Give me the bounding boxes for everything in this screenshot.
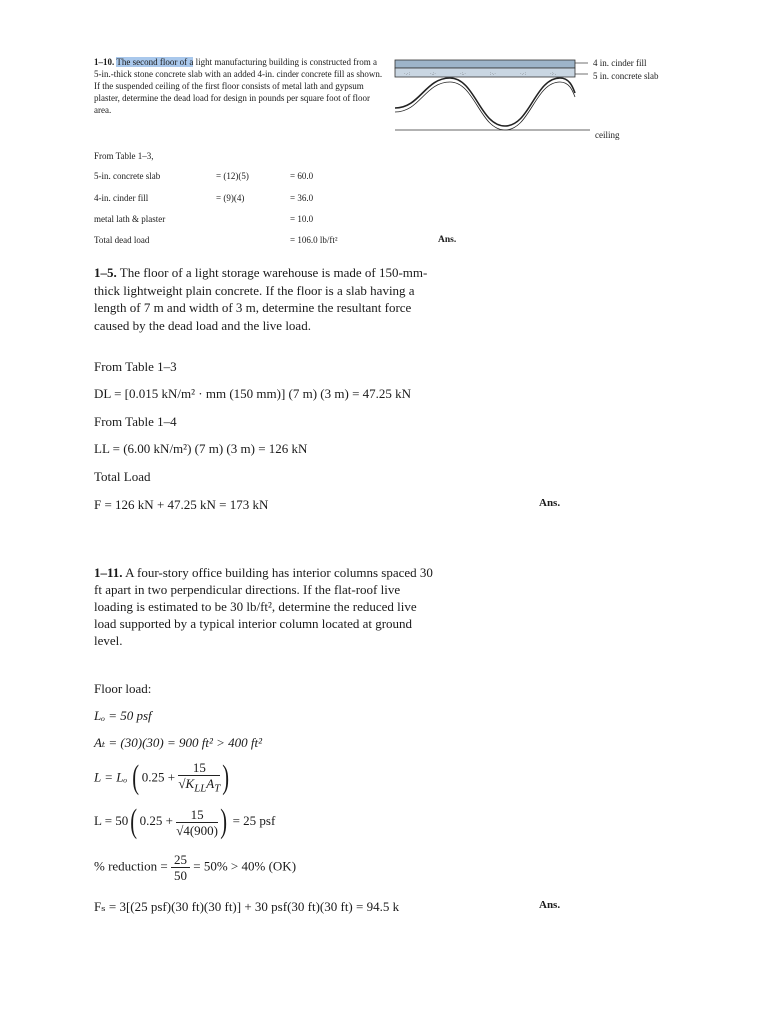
from-table-label: From Table 1–3, [94, 151, 154, 161]
right-paren: ) [220, 803, 228, 840]
floor-load-label: Floor load: [94, 681, 152, 696]
right-paren: ) [222, 759, 230, 797]
formula-const: 0.25 + [141, 769, 176, 785]
reduction-left: % reduction = [94, 858, 168, 874]
floor-section-diagram [390, 48, 690, 148]
problem-number: 1–10. [94, 57, 115, 67]
reduced-live-load-formula [94, 760, 232, 797]
fraction-numerator: 15 [176, 807, 218, 823]
row-item: metal lath & plaster [94, 214, 166, 224]
dead-load-equation: DL = [0.015 kN/m² · mm (150 mm)] (7 m) (3 m) = 47.25 kN [94, 386, 412, 401]
resultant-force-equation: F = 126 kN + 47.25 kN = 173 kN [94, 497, 269, 512]
row-value: = 106.0 lb/ft² [290, 235, 338, 245]
svg-text:·.·:: ·.·: [520, 72, 526, 77]
svg-text::·.·: :·.· [490, 72, 496, 77]
svg-text:·:.·: ·:.· [460, 72, 466, 77]
label-cinder-fill: 4 in. cinder fill [593, 58, 647, 68]
column-force-equation: Fₛ = 3[(25 psf)(30 ft)(30 ft)] + 30 psf(30 ft)(30 ft) = 94.5 k [94, 899, 400, 914]
row-calc: = (9)(4) [216, 193, 245, 203]
fraction-denominator: 50 [174, 868, 188, 883]
eval-result: = 25 psf [232, 812, 276, 828]
left-paren: ( [130, 803, 138, 840]
svg-text:·.:·: ·.:· [430, 72, 436, 77]
eval-const: 0.25 + [139, 812, 173, 828]
reduced-live-load-evaluation [94, 805, 275, 839]
formula-left: L = Lₒ [94, 769, 128, 785]
problem-number: 1–5. [94, 265, 117, 280]
tributary-area-equation: Aₜ = (30)(30) = 900 ft² > 400 ft² [94, 735, 263, 750]
highlighted-text: The second floor of a [116, 57, 194, 67]
eval-fraction [176, 807, 218, 838]
statement-text: light manufacturing building is constructed from a 5-in.-thick stone concrete slab with an added 4-in. cinder concrete fill as shown. If the suspended ceiling of the first floor consists of metal lath and gypsum plaster, determine the dead load for design in pounds per square foot of floor area. [94, 57, 383, 115]
statement-text: A four-story office building has interior columns spaced 30 ft apart in two perpendicular directions. If the flat-roof live loading is estimated to be 30 lb/ft², determine the reduced live load supported by a typical interior column located at ground level. [94, 565, 433, 648]
answer-label: Ans. [438, 235, 457, 245]
fraction-numerator: 15 [178, 760, 220, 776]
row-value: = 36.0 [290, 193, 314, 203]
fraction-denominator: $√K_{LL}A_T$ [178, 776, 221, 795]
row-item: Total dead load [94, 235, 150, 245]
percent-reduction-equation [94, 852, 296, 883]
fraction-denominator: √4(900) [176, 822, 219, 838]
statement-text: The floor of a light storage warehouse is made of 150-mm-thick lightweight plain concrete. If the floor is a slab having a length of 7 m and width of 3 m, determine the resultant force caused by the dead load and the live load. [94, 265, 428, 333]
row-calc: = (12)(5) [216, 171, 249, 181]
row-value: = 60.0 [290, 171, 314, 181]
row-item: 5-in. concrete slab [94, 171, 161, 181]
label-concrete-slab: 5 in. concrete slab [593, 71, 659, 81]
total-load-label: Total Load [94, 469, 151, 484]
label-ceiling: ceiling [595, 130, 620, 140]
row-value: = 10.0 [290, 214, 314, 224]
fraction-numerator: 25 [171, 852, 190, 868]
reduction-fraction [171, 852, 190, 883]
left-paren: ( [132, 759, 140, 797]
problem-1-11-statement [94, 564, 434, 649]
svg-text:·.·:: ·.·: [404, 72, 410, 77]
row-item: 4-in. cinder fill [94, 193, 149, 203]
svg-text:·:·.: ·:·. [550, 72, 556, 77]
reduction-right: = 50% > 40% (OK) [193, 858, 297, 874]
answer-label: Ans. [539, 899, 561, 911]
eval-left: L = 50 [94, 812, 129, 828]
problem-1-10-statement [94, 56, 384, 116]
from-table-1-3: From Table 1–3 [94, 359, 177, 374]
formula-fraction [178, 760, 220, 797]
problem-1-5-statement [94, 264, 434, 334]
problem-number: 1–11. [94, 565, 123, 580]
live-load-equation: LL = (6.00 kN/m²) (7 m) (3 m) = 126 kN [94, 441, 308, 456]
from-table-1-4: From Table 1–4 [94, 414, 177, 429]
lo-equation: Lₒ = 50 psf [94, 708, 152, 723]
answer-label: Ans. [539, 497, 561, 509]
